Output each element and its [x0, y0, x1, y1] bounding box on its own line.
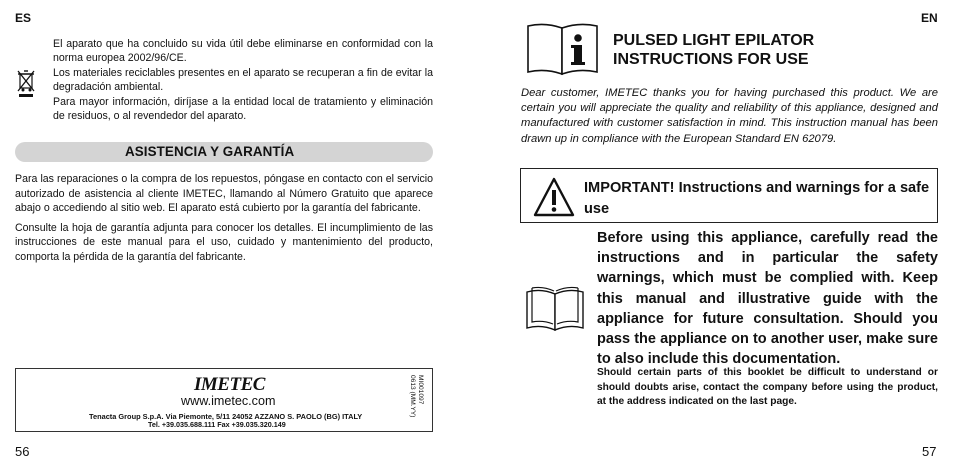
main-warning-text — [597, 228, 938, 369]
document-code-line: MI001097 — [417, 375, 424, 405]
language-code-es: ES — [15, 11, 32, 25]
sub-warning-text — [597, 366, 938, 410]
main-warning-paragraph: Before using this appliance, carefully read the instructions and in particular the safety warnings, which must be complied with. Keep this manual and illustrative guide with the appliance for future consultation. Should you pass the appliance on to another user, make sure to also include this documentation. — [597, 230, 938, 368]
body-paragraph: Para las reparaciones o la compra de los repuestos, póngase en contacto con el servicio autorizado de asistencia al cliente IMETEC, llamando al Número Gratuito que aparece abajo o accediendo al sitio web. El aparato está cubierto por la garantía del fabricante. — [15, 173, 433, 215]
weee-paragraph: El aparato que ha concluido su vida útil debe eliminarse en conformidad con la norma europea 2002/96/CE. — [53, 38, 433, 65]
section-title: ASISTENCIA Y GARANTÍA — [125, 144, 295, 159]
open-book-icon — [523, 284, 587, 332]
weee-disposal-text — [53, 37, 433, 123]
intro-text — [521, 86, 938, 147]
document-title — [613, 31, 814, 69]
info-book-icon — [525, 20, 600, 78]
website-text: www.imetec.com — [181, 394, 276, 408]
important-warning-box — [520, 168, 938, 223]
company-phones: Tel. +39.035.688.111 Fax +39.035.320.149 — [148, 420, 286, 429]
weee-paragraph: Los materiales reciclables presentes en el aparato se recuperan a fin de evitar la degradación ambiental. — [53, 66, 433, 94]
sub-warning-paragraph: Should certain parts of this booklet be difficult to understand or should doubts arise, contact the company before using the product, at the address indicated on the last page. — [597, 367, 938, 408]
warning-triangle-icon — [532, 176, 576, 218]
document-code — [408, 375, 424, 418]
crossed-bin-icon — [15, 68, 37, 98]
brand-logo: IMETEC — [194, 374, 265, 395]
title-line: PULSED LIGHT EPILATOR — [613, 32, 815, 49]
company-footer-box — [15, 368, 433, 432]
company-address: Tenacta Group S.p.A. Via Piemonte, 5/11 24052 AZZANO S. PAOLO (BG) ITALY — [89, 412, 363, 421]
language-code-en: EN — [921, 11, 938, 25]
body-paragraph: Consulte la hoja de garantía adjunta para conocer los detalles. El incumplimiento de las instrucciones de este manual para el uso, cuidado y mantenimiento del producto, comporta la pérdida de la garantía del fabricante. — [15, 221, 433, 263]
title-line: INSTRUCTIONS FOR USE — [613, 51, 809, 68]
weee-paragraph: Para mayor información, diríjase a la entidad local de tratamiento y eliminación de residuos, o al revendedor del aparato. — [53, 95, 433, 123]
document-code-line: 0613 (MM.YY) — [409, 375, 416, 418]
assistance-warranty-text — [15, 172, 433, 270]
section-header-bar — [15, 142, 433, 162]
warning-title: IMPORTANT! Instructions and warnings for a safe use — [584, 180, 930, 217]
page-number-left: 56 — [15, 444, 30, 459]
intro-paragraph: Dear customer, IMETEC thanks you for having purchased this product. We are certain you will appreciate the quality and reliability of this appliance, designed and manufactured with customer satisfaction in mind. This instruction manual has been drawn up in compliance with the European Standard EN 62079. — [521, 87, 938, 145]
page-number-right: 57 — [922, 444, 937, 459]
